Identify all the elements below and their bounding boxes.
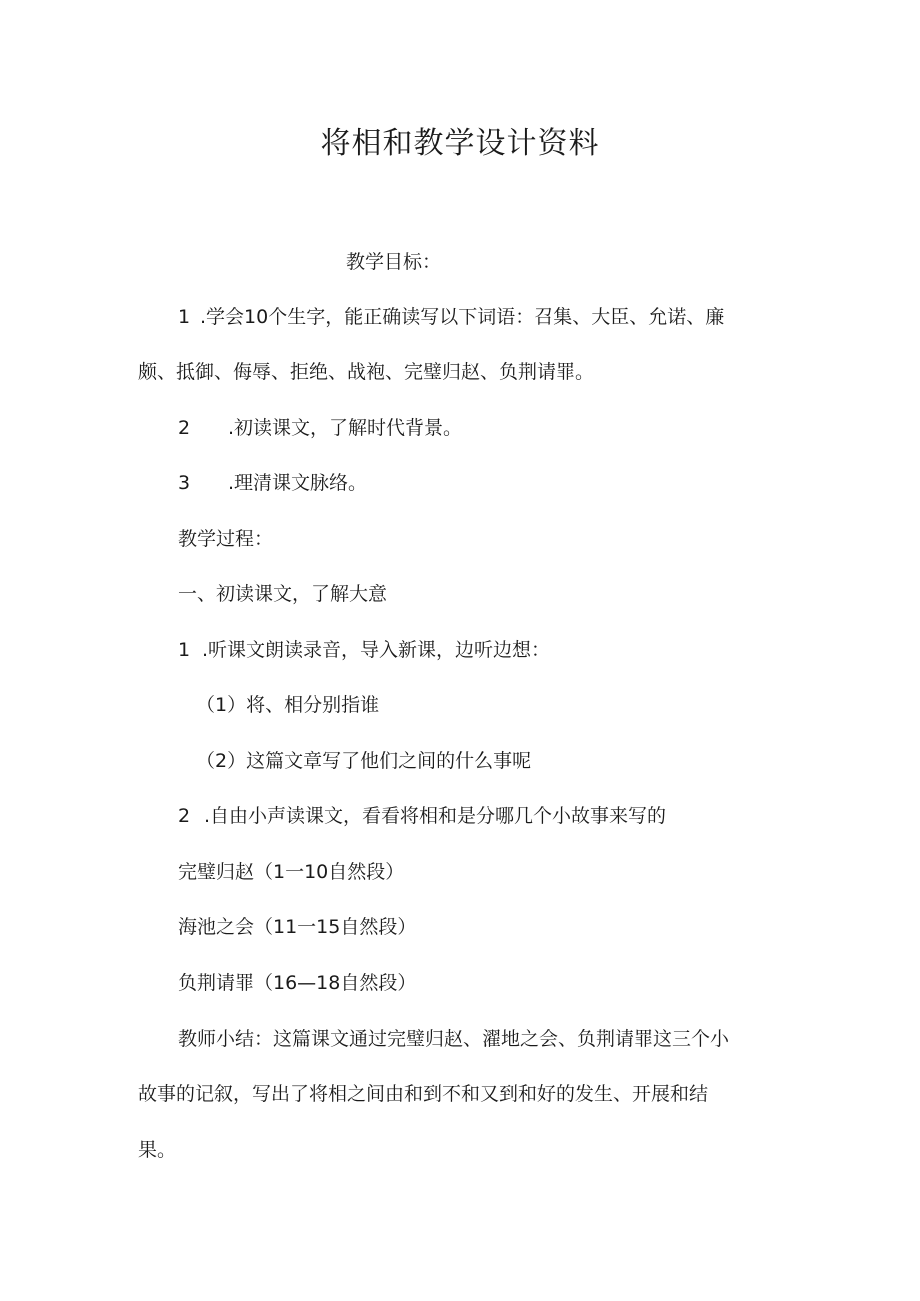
goal-1	[178, 305, 724, 329]
story-2: 海池之会（11一15自然段）	[178, 916, 417, 938]
section-1-heading: 一、初读课文，了解大意	[178, 583, 388, 605]
summary-line-2: 故事的记叙，写出了将相之间由和到不和又到和好的发生、开展和结	[138, 1083, 709, 1105]
step-2-number: 2	[178, 805, 191, 827]
process-heading: 教学过程：	[178, 528, 274, 550]
step-1	[178, 638, 550, 662]
page-title: 将相和教学设计资料	[320, 126, 600, 161]
goal-2-number: 2	[178, 417, 191, 439]
goal-1-text: .学会10个生字，能正确读写以下词语：召集、大臣、允诺、廉	[200, 306, 725, 328]
goals-heading: 教学目标：	[346, 251, 442, 273]
step-2-text: .自由小声读课文，看看将相和是分哪几个小故事来写的	[204, 805, 667, 827]
step-1-text: .听课文朗读录音，导入新课，边听边想：	[202, 639, 551, 661]
story-1: 完璧归赵（1一10自然段）	[178, 861, 405, 883]
step-1-number: 1	[178, 639, 191, 661]
summary-line-3: 果。	[138, 1139, 177, 1161]
goal-1-continuation: 颇、抵御、侮辱、拒绝、战袍、完璧归赵、负荆请罪。	[138, 361, 595, 383]
goal-3-number: 3	[178, 472, 191, 494]
question-1: （1）将、相分别指谁	[196, 694, 380, 716]
summary-line-1: 教师小结：这篇课文通过完璧归赵、濯地之会、负荆请罪这三个小	[178, 1028, 730, 1050]
story-3: 负荆请罪（16—18自然段）	[178, 972, 417, 994]
goal-1-number: 1	[178, 306, 191, 328]
goal-2	[178, 416, 462, 440]
goal-3-text: .理清课文脉络。	[228, 472, 368, 494]
goal-2-text: .初读课文，了解时代背景。	[228, 417, 463, 439]
step-2	[178, 804, 666, 828]
question-2: （2）这篇文章写了他们之间的什么事呢	[196, 750, 532, 772]
goal-3	[178, 471, 367, 495]
